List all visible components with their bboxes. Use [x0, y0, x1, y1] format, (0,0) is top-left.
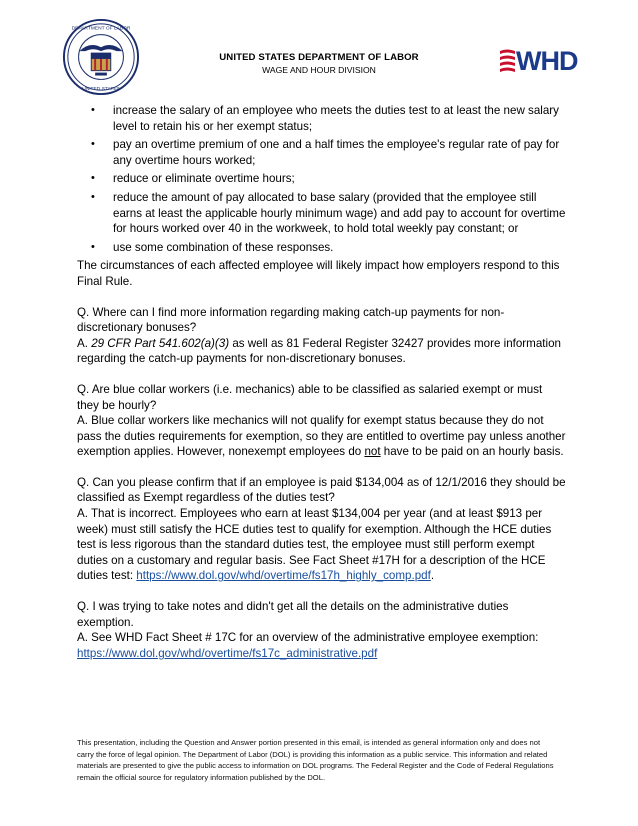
cfr-citation: 29 CFR Part 541.602(a)(3) [91, 336, 230, 350]
list-item: • increase the salary of an employee who meets the duties test to at least the new salary level to retain his or her exempt status; [91, 104, 559, 133]
bullet-icon: • [91, 138, 95, 151]
bullet-icon: • [91, 240, 95, 253]
intro-closing-paragraph: The circumstances of each affected employee will likely impact how employers respond to this Final Rule. [77, 259, 560, 288]
response-options-list [77, 103, 567, 255]
bullet-icon: • [91, 190, 95, 203]
answer-4: A. See WHD Fact Sheet # 17C for an overview of the administrative employee exemption: https://www.dol.gov/whd/overtime/fs17c_administrative.pdf [77, 631, 539, 660]
document-header [0, 0, 638, 100]
question-4: Q. I was trying to take notes and didn't get all the details on the administrative duties exemption. [77, 600, 509, 629]
bullet-icon: • [91, 104, 95, 116]
question-2: Q. Are blue collar workers (i.e. mechanics) able to be classified as salaried exempt or must they be hourly? [77, 382, 543, 412]
answer-1: A. 29 CFR Part 541.602(a)(3) as well as 81 Federal Register 32427 provides more information regarding the catch-up payments for non-discretionary bonuses. [77, 336, 561, 366]
question-1: Q. Where can I find more information regarding making catch-up payments for non-discretionary bonuses? [77, 305, 505, 335]
answer-2: A. Blue collar workers like mechanics will not qualify for exempt status because they do not pass the duties requirements for exemption, so they are entitled to overtime pay unless another exemption applies. However, nonexempt employees do not have to be paid on an hourly basis. [77, 414, 566, 459]
disclaimer-footer: This presentation, including the Question and Answer portion presented in this email, is intended as general information only and does not carry the force of legal opinion. The Department of Labor (DOL) is providing this information as a public service. This information and related materials are presented to give the public access to information on DOL programs. The Federal Register and the Code of Federal Regulations remain the official source for regulatory information published by the DOL. [77, 738, 554, 782]
answer-3: A. That is incorrect. Employees who earn at least $134,004 per year (and at least $913 per week) must still satisfy the HCE duties test to qualify for exemption. Although the HCE duties test is less rigorous than the standard duties test, the employee must still perform exempt duties on a customary and regular basis. See Fact Sheet #17H for a description of the HCE duties test: https://www.dol.gov/whd/overtime/fs17h_highly_comp.pdf. [77, 507, 552, 583]
list-item: • pay an overtime premium of one and a half times the employee's regular rate of pay for any overtime hours worked; [91, 138, 560, 167]
header-subtitle: WAGE AND HOUR DIVISION [262, 65, 376, 75]
bullet-icon: • [91, 172, 95, 185]
emphasis-not: not [364, 445, 381, 459]
list-item: • reduce or eliminate overtime hours; [91, 172, 295, 186]
document-body [77, 103, 567, 661]
whd-logo-icon [499, 44, 591, 74]
list-item: • use some combination of these responses. [91, 240, 334, 254]
svg-text:WHD: WHD [516, 46, 578, 74]
question-3: Q. Can you please confirm that if an employee is paid $134,004 as of 12/1/2016 they should be classified as Exempt regardless of the duties test? [77, 475, 566, 505]
fact-sheet-17h-link[interactable]: https://www.dol.gov/whd/overtime/fs17h_highly_comp.pdf [136, 569, 431, 583]
svg-text:DEPARTMENT OF LABOR: DEPARTMENT OF LABOR [71, 26, 131, 32]
svg-text:UNITED STATES: UNITED STATES [82, 87, 120, 93]
fact-sheet-17c-link[interactable]: https://www.dol.gov/whd/overtime/fs17c_administrative.pdf [77, 646, 378, 660]
header-title: UNITED STATES DEPARTMENT OF LABOR [219, 52, 419, 63]
list-item: • reduce the amount of pay allocated to base salary (provided that the employee still earns at least the applicable hourly minimum wage) and add pay to account for overtime for hours worked over 40 in the workweek, to hold total weekly pay constant; or [91, 190, 566, 236]
